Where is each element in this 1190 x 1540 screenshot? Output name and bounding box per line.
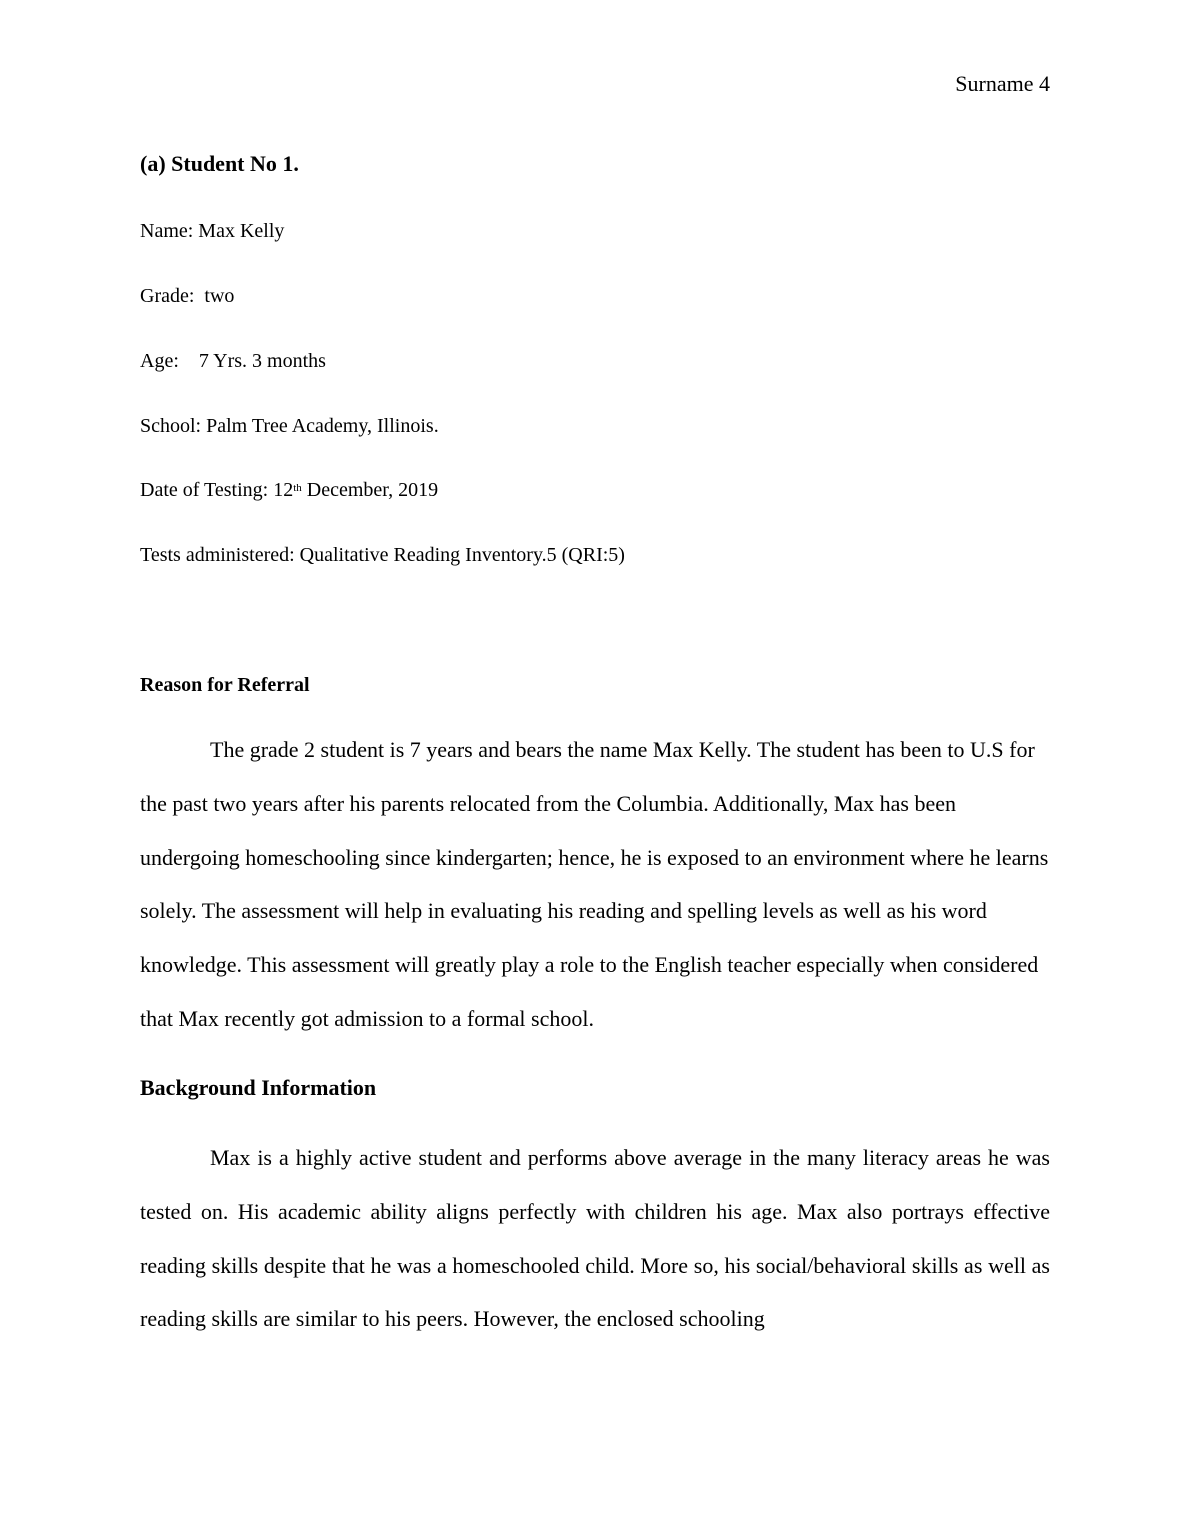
- background-information-paragraph: Max is a highly active student and performs above average in the many literacy areas he was tested on. His academic ability aligns perfectly with children his age. Max also portrays effective reading skills despite that he was a homeschooled child. More so, his social/behavioral skills as well as reading skills are similar to his peers. However, the enclosed schooling: [140, 1145, 1050, 1332]
- date-ordinal-suffix: th: [293, 482, 302, 494]
- student-title: (a) Student No 1.: [140, 151, 299, 176]
- school-field: School: Palm Tree Academy, Illinois.: [140, 415, 439, 437]
- tests-administered-field: Tests administered: Qualitative Reading Inventory.5 (QRI:5): [140, 544, 625, 566]
- grade-field: Grade: two: [140, 285, 235, 307]
- background-information-heading: Background Information: [140, 1075, 377, 1100]
- reason-for-referral-heading: Reason for Referral: [140, 674, 310, 696]
- date-prefix: Date of Testing: 12: [140, 479, 294, 501]
- age-field: Age: 7 Yrs. 3 months: [140, 350, 326, 372]
- name-field: Name: Max Kelly: [140, 220, 285, 242]
- reason-for-referral-paragraph: The grade 2 student is 7 years and bears the name Max Kelly. The student has been to U.S for the past two years after his parents relocated from the Columbia. Additionally, Max has been undergoing homeschooling since kindergarten; hence, he is exposed to an environment where he learns solely. The assessment will help in evaluating his reading and spelling levels as well as his word knowledge. This assessment will greatly play a role to the English teacher especially when considered that Max recently got admission to a formal school.: [140, 737, 1049, 1031]
- date-of-testing-field: [140, 477, 438, 503]
- running-head: Surname 4: [955, 71, 1050, 96]
- date-rest: December, 2019: [301, 479, 439, 501]
